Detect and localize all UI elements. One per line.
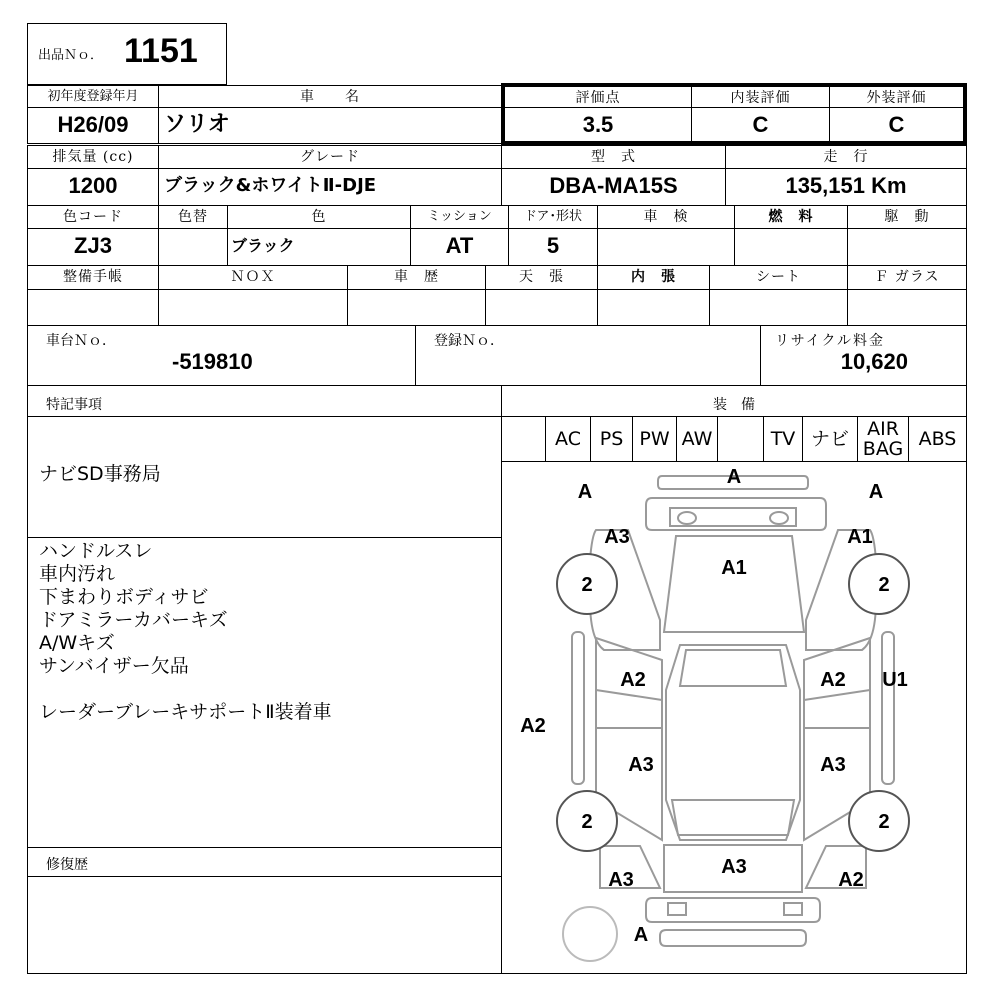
color-label: 色 <box>227 205 411 229</box>
door-value: 5 <box>508 228 598 266</box>
remarks-top-box <box>27 416 502 538</box>
mark-front-right-a: A <box>868 481 884 503</box>
mark-right-a2: A2 <box>820 669 846 691</box>
mark-tire-fl: 2 <box>581 574 593 596</box>
mark-tire-rr: 2 <box>878 811 890 833</box>
recycle-label: リサイクル料金 <box>775 333 886 349</box>
score-label: 評価点 <box>504 86 692 108</box>
remarks-line: A/Wキズ <box>39 632 115 654</box>
equipment-item: PS <box>590 416 633 462</box>
remarks-line: 車内汚れ <box>39 563 116 585</box>
glass-label: Ｆ ガラス <box>847 265 967 290</box>
mark-right-a1: A1 <box>847 526 873 548</box>
door-label: ドア･形状 <box>508 205 598 229</box>
history-value <box>347 289 486 326</box>
mark-front-a: A <box>726 466 742 488</box>
car-name-value: ソリオ <box>158 107 502 144</box>
displacement-label: 排気量 (cc) <box>27 145 159 169</box>
reg-label: 登録Ｎｏ． <box>434 333 504 349</box>
mark-right-rear-a3: A3 <box>820 754 846 776</box>
model-value: DBA-MA15S <box>501 168 726 206</box>
mark-left-a3: A3 <box>604 526 630 548</box>
displacement-value: 1200 <box>27 168 159 206</box>
diagram-box <box>501 461 967 974</box>
color-value: ブラック <box>227 228 411 266</box>
remarks-list-box <box>27 537 502 848</box>
equipment-label: 装 備 <box>713 397 755 413</box>
reg-box <box>415 325 761 386</box>
interior-value: C <box>691 107 830 142</box>
lot-label: 出品Ｎｏ． <box>38 48 104 63</box>
lot-number: 1151 <box>124 32 198 70</box>
chassis-box <box>27 325 416 386</box>
remarks-header <box>27 385 502 417</box>
inspection-label: 車 検 <box>597 205 735 229</box>
model-label: 型 式 <box>501 145 726 169</box>
mileage-label: 走 行 <box>725 145 967 169</box>
grade-value: ブラック&ホワイトⅡ-DJE <box>158 168 502 206</box>
maintenance-label: 整備手帳 <box>27 265 159 290</box>
remarks-top-text: ナビSD事務局 <box>39 463 161 485</box>
color-change-value <box>158 228 228 266</box>
exterior-value: C <box>829 107 964 142</box>
fuel-label: 燃 料 <box>734 205 848 229</box>
color-code-label: 色コード <box>27 205 159 229</box>
mark-outer-left-a2: A2 <box>520 715 546 737</box>
history-label: 車 歴 <box>347 265 486 290</box>
seat-value <box>709 289 848 326</box>
mark-right-u1: U1 <box>882 669 908 691</box>
remarks-line <box>39 678 332 701</box>
mark-rear-a: A <box>633 924 649 946</box>
recycle-value: 10,620 <box>840 349 908 374</box>
mark-rear-left-a3: A3 <box>608 869 634 891</box>
mark-rear-right-a2: A2 <box>838 869 864 891</box>
remarks-label: 特記事項 <box>46 397 102 413</box>
first-reg-value: H26/09 <box>27 107 159 144</box>
remarks-line: サンバイザー欠品 <box>39 655 189 677</box>
mark-left-rear-a3: A3 <box>628 754 654 776</box>
drive-value <box>847 228 967 266</box>
equipment-item: AIR BAG <box>857 416 909 462</box>
score-value: 3.5 <box>504 107 692 142</box>
equipment-item <box>717 416 764 462</box>
equipment-item: AC <box>545 416 591 462</box>
mission-label: ミッション <box>410 205 509 229</box>
mark-left-a2: A2 <box>620 669 646 691</box>
repair-value <box>27 876 502 974</box>
remarks-line: ハンドルスレ <box>39 540 153 562</box>
drive-label: 駆 動 <box>847 205 967 229</box>
equipment-item: ナビ <box>802 416 858 462</box>
equipment-item: PW <box>632 416 677 462</box>
roof-value <box>485 289 598 326</box>
inner-label: 内 張 <box>597 265 710 290</box>
recycle-box <box>760 325 967 386</box>
nox-label: ＮＯＸ <box>158 265 348 290</box>
car-damage-diagram <box>501 461 967 974</box>
nox-value <box>158 289 348 326</box>
mark-tire-rl: 2 <box>581 811 593 833</box>
grade-label: グレード <box>158 145 502 169</box>
remarks-list <box>39 540 332 724</box>
maintenance-value <box>27 289 159 326</box>
mileage-value: 135,151 Km <box>725 168 967 206</box>
mark-tire-fr: 2 <box>878 574 890 596</box>
chassis-value: -519810 <box>172 349 253 374</box>
mission-value: AT <box>410 228 509 266</box>
remarks-line: 下まわりボディサビ <box>39 586 209 608</box>
equipment-item: AW <box>676 416 718 462</box>
mark-rear-glass-a3: A3 <box>721 856 747 878</box>
equipment-header <box>501 385 967 417</box>
car-name-label: 車 名 <box>158 85 502 108</box>
exterior-label: 外装評価 <box>829 86 964 108</box>
first-reg-label: 初年度登録年月 <box>27 85 159 108</box>
inspection-value <box>597 228 735 266</box>
interior-label: 内装評価 <box>691 86 830 108</box>
inner-value <box>597 289 710 326</box>
equipment-item: ABS <box>908 416 967 462</box>
roof-label: 天 張 <box>485 265 598 290</box>
fuel-value <box>734 228 848 266</box>
repair-label: 修復歴 <box>46 857 88 873</box>
chassis-label: 車台Ｎｏ． <box>46 333 116 349</box>
mark-front-left-a: A <box>577 481 593 503</box>
remarks-line: レーダーブレーキサポートⅡ装着車 <box>39 701 332 723</box>
repair-header <box>27 847 502 877</box>
seat-label: シート <box>709 265 848 290</box>
equipment-item: TV <box>763 416 803 462</box>
remarks-line: ドアミラーカバーキズ <box>39 609 228 631</box>
mark-hood-a1: A1 <box>721 557 747 579</box>
equipment-item <box>501 416 546 462</box>
lot-box <box>27 23 227 85</box>
color-code-value: ZJ3 <box>27 228 159 266</box>
glass-value <box>847 289 967 326</box>
color-change-label: 色替 <box>158 205 228 229</box>
